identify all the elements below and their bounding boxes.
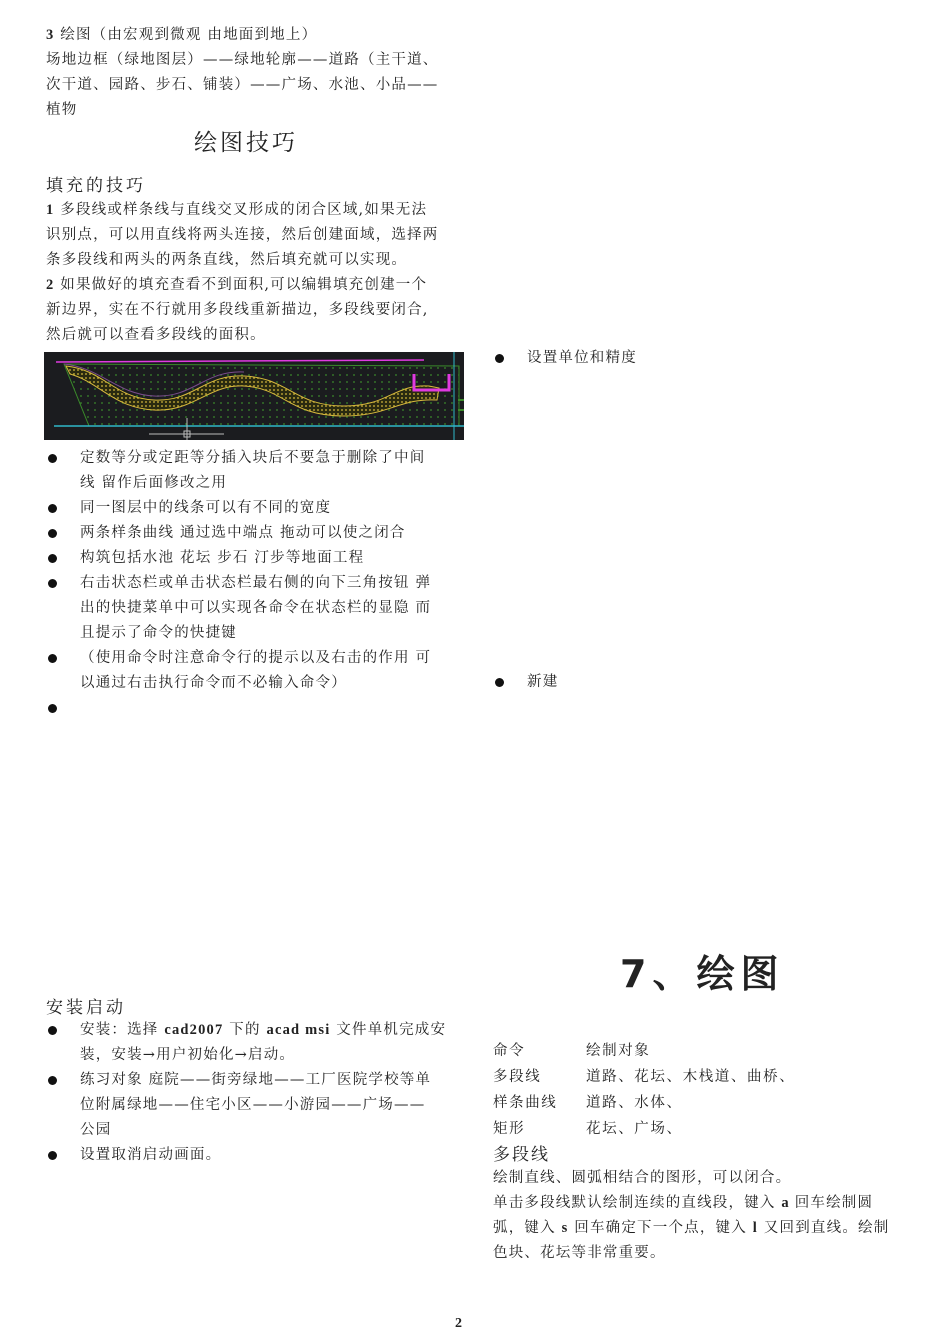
table-row: 多段线 道路、花坛、木栈道、曲桥、 (493, 1069, 796, 1085)
table-row: 矩形 花坛、广场、 (493, 1121, 683, 1137)
table-row: 命令 绘制对象 (493, 1043, 651, 1059)
polyline-line-2: 单击多段线默认绘制连续的直线段，键入 a 回车绘制圆 (493, 1195, 874, 1211)
tip2-line-1: 2 如果做好的填充查看不到面积,可以编辑填充创建一个 (46, 277, 428, 293)
polyline-block (493, 1166, 913, 1266)
polyline-line-4: 色块、花坛等非常重要。 (493, 1245, 666, 1261)
bullet-icon (48, 704, 57, 713)
page-number: 2 (455, 1316, 462, 1331)
step3-line-3: 植物 (46, 102, 78, 118)
step3-line-2: 次干道、园路、步石、铺装）——广场、水池、小品—— (46, 77, 439, 93)
bullet-icon (48, 1076, 57, 1085)
new-bullet (493, 670, 913, 695)
install-title: 安装启动 (46, 998, 126, 1018)
tips-bullet-list (46, 446, 466, 721)
bullet-icon (48, 554, 57, 563)
list-item: 设置取消启动画面。 (46, 1143, 466, 1168)
list-item: 定数等分或定距等分插入块后不要急于删除了中间 线 留作后面修改之用 (46, 446, 466, 496)
tip1-line-3: 条多段线和两头的两条直线，然后填充就可以实现。 (46, 252, 408, 268)
list-item: 设置单位和精度 (493, 346, 913, 371)
list-item: 两条样条曲线 通过选中端点 拖动可以使之闭合 (46, 521, 466, 546)
list-item: 安装：选择 cad2007 下的 acad msi 文件单机完成安 装，安装→用户初始化→启动。 (46, 1018, 466, 1068)
command-table (493, 1038, 913, 1142)
bullet-icon (48, 1151, 57, 1160)
bullet-icon (495, 678, 504, 687)
cad-drawing-graphic (44, 352, 464, 440)
table-row: 样条曲线 道路、水体、 (493, 1095, 683, 1111)
bullet-icon (495, 354, 504, 363)
fill-tips-block (46, 198, 466, 348)
list-item: （使用命令时注意命令行的提示以及右击的作用 可 以通过右击执行命令而不必输入命令） (46, 646, 466, 696)
chapter-title: 7、绘图 (620, 952, 785, 996)
tip2-line-2: 新边界，实在不行就用多段线重新描边，多段线要闭合, (46, 302, 429, 318)
step3-heading: 3 绘图（由宏观到微观 由地面到地上） (46, 27, 318, 43)
fill-tips-title: 填充的技巧 (46, 176, 146, 196)
list-item: 练习对象 庭院——街旁绿地——工厂医院学校等单 位附属绿地——住宅小区——小游园——广场—— 公园 (46, 1068, 466, 1143)
step3-line-1: 场地边框（绿地图层）——绿地轮廓——道路（主干道、 (46, 52, 439, 68)
tip2-line-3: 然后就可以查看多段线的面积。 (46, 327, 266, 343)
bullet-icon (48, 504, 57, 513)
list-item (46, 696, 466, 721)
cad-hatch-screenshot (44, 352, 464, 440)
section-title: 绘图技巧 (194, 130, 298, 156)
tip1-line-2: 识别点，可以用直线将两头连接，然后创建面域，选择两 (46, 227, 439, 243)
list-item: 构筑包括水池 花坛 步石 汀步等地面工程 (46, 546, 466, 571)
bullet-icon (48, 654, 57, 663)
polyline-title: 多段线 (493, 1145, 550, 1165)
bullet-icon (48, 454, 57, 463)
list-item: 同一图层中的线条可以有不同的宽度 (46, 496, 466, 521)
list-item: 右击状态栏或单击状态栏最右侧的向下三角按钮 弹 出的快捷菜单中可以实现各命令在状态栏的显隐 而 且提示了命令的快捷键 (46, 571, 466, 646)
units-bullet (493, 346, 913, 371)
bullet-icon (48, 1026, 57, 1035)
tip1-line-1: 1 多段线或样条线与直线交叉形成的闭合区域,如果无法 (46, 202, 428, 218)
bullet-icon (48, 579, 57, 588)
bullet-icon (48, 529, 57, 538)
polyline-line-1: 绘制直线、圆弧相结合的图形，可以闭合。 (493, 1170, 792, 1186)
install-bullet-list (46, 1018, 466, 1168)
polyline-line-3: 弧，键入 s 回车确定下一个点，键入 l 又回到直线。绘制 (493, 1220, 890, 1236)
list-item: 新建 (493, 670, 913, 695)
step3-block (46, 23, 466, 123)
